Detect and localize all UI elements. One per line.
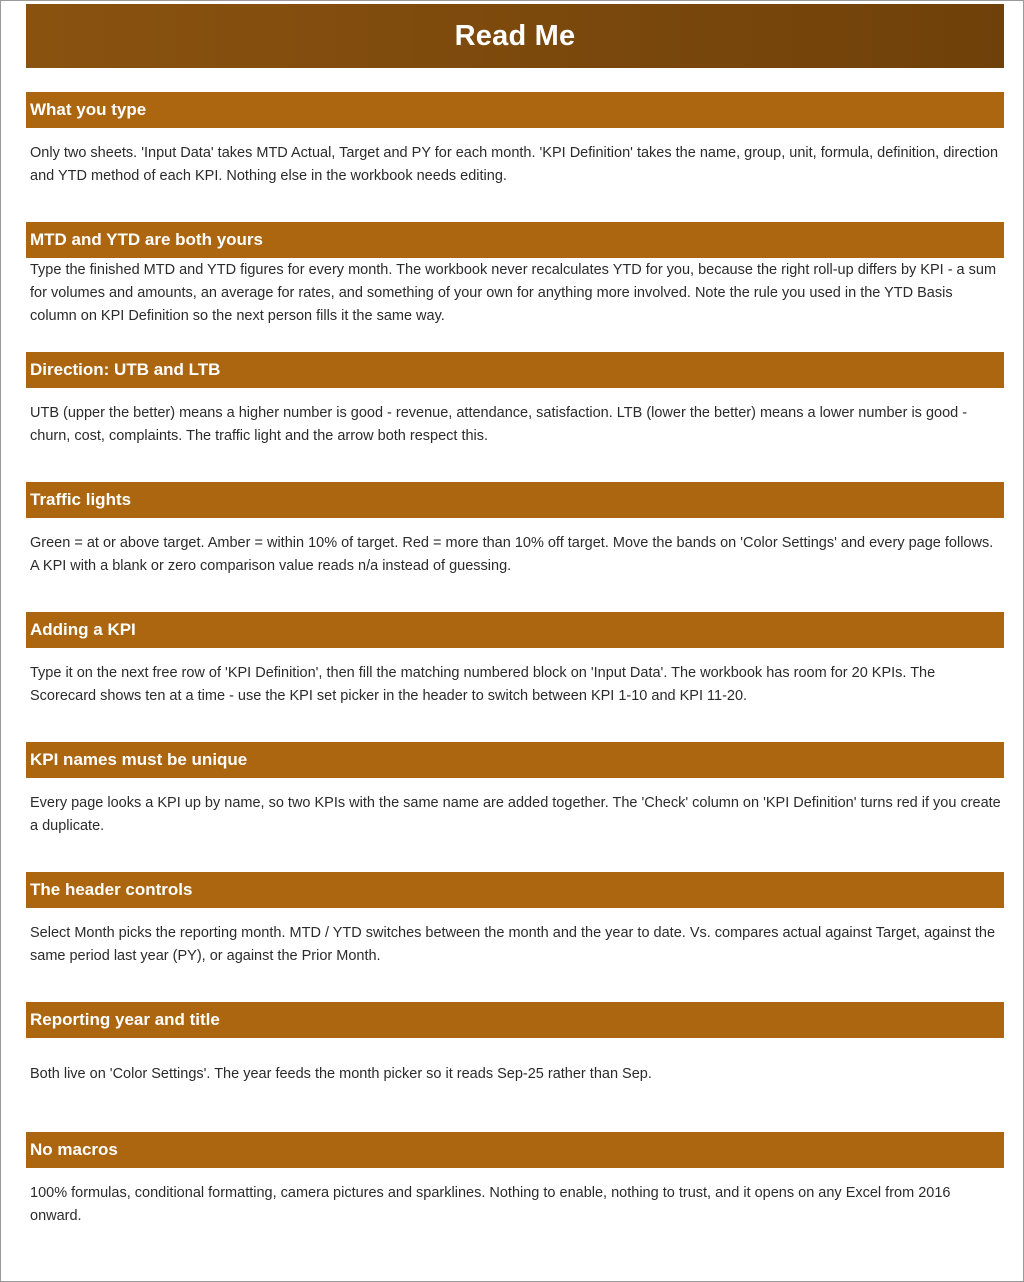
section-heading: Adding a KPI bbox=[30, 620, 136, 639]
section-header-unique-names bbox=[26, 742, 1004, 778]
section-header-mtd-ytd bbox=[26, 222, 1004, 258]
section-body-reporting-year: Both live on 'Color Settings'. The year feeds the month picker so it reads Sep-25 rather than Sep. bbox=[30, 1066, 652, 1082]
section-body-what-you-type: Only two sheets. 'Input Data' takes MTD Actual, Target and PY for each month. 'KPI Definition' takes the name, group, unit, formula, definition, direction and YTD method of each KPI. Nothing else in the workbook needs editing. bbox=[30, 145, 999, 184]
section-heading: MTD and YTD are both yours bbox=[30, 230, 263, 249]
section-body-unique-names: Every page looks a KPI up by name, so two KPIs with the same name are added together. The 'Check' column on 'KPI Definition' turns red if you create a duplicate. bbox=[30, 795, 1001, 834]
section-header-traffic-lights bbox=[26, 482, 1004, 518]
section-heading: Direction: UTB and LTB bbox=[30, 360, 221, 379]
section-header-direction bbox=[26, 352, 1004, 388]
section-heading: The header controls bbox=[30, 880, 193, 899]
page-title: Read Me bbox=[454, 19, 576, 52]
section-heading: Reporting year and title bbox=[30, 1010, 220, 1029]
section-header-header-controls bbox=[26, 872, 1004, 908]
section-body-direction: UTB (upper the better) means a higher number is good - revenue, attendance, satisfaction. LTB (lower the better) means a lower number is good - churn, cost, complaints. The traffic light and the arrow both respect this. bbox=[30, 405, 968, 444]
section-body-no-macros: 100% formulas, conditional formatting, camera pictures and sparklines. Nothing to enable, nothing to trust, and it opens on any Excel from 2016 onward. bbox=[30, 1185, 951, 1224]
section-header-reporting-year bbox=[26, 1002, 1004, 1038]
section-body-adding-kpi: Type it on the next free row of 'KPI Definition', then fill the matching numbered block on 'Input Data'. The workbook has room for 20 KPIs. The Scorecard shows ten at a time - use the KPI set picker in the header to switch between KPI 1-10 and KPI 11-20. bbox=[30, 665, 936, 704]
section-header-no-macros bbox=[26, 1132, 1004, 1168]
section-heading: What you type bbox=[30, 100, 147, 119]
section-header-what-you-type bbox=[26, 92, 1004, 128]
section-header-adding-kpi bbox=[26, 612, 1004, 648]
section-body-traffic-lights: Green = at or above target. Amber = within 10% of target. Red = more than 10% off target. Move the bands on 'Color Settings' and every page follows. A KPI with a blank or zero comparison value reads n/a instead of guessing. bbox=[30, 535, 994, 574]
section-heading: Traffic lights bbox=[30, 490, 132, 509]
section-heading: No macros bbox=[30, 1140, 118, 1159]
title-bar bbox=[26, 4, 1004, 68]
section-heading: KPI names must be unique bbox=[30, 750, 248, 769]
section-body-mtd-ytd: Type the finished MTD and YTD figures for every month. The workbook never recalculates YTD for you, because the right roll-up differs by KPI - a sum for volumes and amounts, an average for rates, and something of your own for anything more involved. Note the rule you used in the YTD Basis column on KPI Definition so the next person fills it the same way. bbox=[30, 262, 997, 324]
section-body-header-controls: Select Month picks the reporting month. MTD / YTD switches between the month and the year to date. Vs. compares actual against Target, against the same period last year (PY), or against the Prior Month. bbox=[30, 925, 996, 964]
